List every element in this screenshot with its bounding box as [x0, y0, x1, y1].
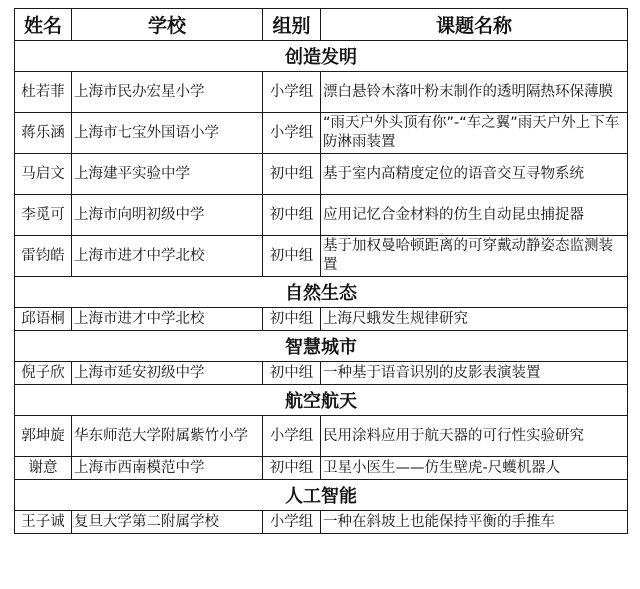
table-row	[15, 362, 628, 385]
group-name: 小学组	[263, 416, 321, 457]
header-row	[15, 9, 628, 41]
table-row	[15, 308, 628, 331]
section-row	[15, 480, 628, 511]
student-name: 倪子欣	[15, 362, 72, 385]
section-row	[15, 277, 628, 308]
section-row	[15, 41, 628, 72]
student-name: 邱语桐	[15, 308, 72, 331]
section-title: 创造发明	[15, 41, 628, 72]
table-row	[15, 416, 628, 457]
section-title: 自然生态	[15, 277, 628, 308]
school-name: 上海市西南模范中学	[72, 457, 263, 480]
table-row	[15, 236, 628, 277]
student-name: 马启文	[15, 154, 72, 195]
school-name: 上海市进才中学北校	[72, 236, 263, 277]
table-row	[15, 457, 628, 480]
section-title: 航空航天	[15, 385, 628, 416]
school-name: 上海市进才中学北校	[72, 308, 263, 331]
student-name: 郭坤旋	[15, 416, 72, 457]
header-name: 姓名	[15, 9, 72, 41]
school-name: 复旦大学第二附属学校	[72, 511, 263, 534]
group-name: 小学组	[263, 72, 321, 113]
header-group: 组别	[263, 9, 321, 41]
section-row	[15, 331, 628, 362]
student-name: 杜若菲	[15, 72, 72, 113]
project-title: 应用记忆合金材料的仿生自动昆虫捕捉器	[321, 195, 628, 236]
student-name: 雷钧皓	[15, 236, 72, 277]
school-name: 华东师范大学附属紫竹小学	[72, 416, 263, 457]
project-title: 一种在斜坡上也能保持平衡的手推车	[321, 511, 628, 534]
section-title: 智慧城市	[15, 331, 628, 362]
project-title: “雨天户外头顶有你”-“车之翼”雨天户外上下车防淋雨装置	[321, 113, 628, 154]
header-school: 学校	[72, 9, 263, 41]
project-title: 基于室内高精度定位的语音交互寻物系统	[321, 154, 628, 195]
group-name: 初中组	[263, 195, 321, 236]
student-name: 蒋乐涵	[15, 113, 72, 154]
project-title: 卫星小医生——仿生壁虎-尺蠖机器人	[321, 457, 628, 480]
student-name: 李觅可	[15, 195, 72, 236]
group-name: 小学组	[263, 113, 321, 154]
school-name: 上海建平实验中学	[72, 154, 263, 195]
award-table	[14, 8, 628, 534]
group-name: 小学组	[263, 511, 321, 534]
table-row	[15, 154, 628, 195]
project-title: 民用涂料应用于航天器的可行性实验研究	[321, 416, 628, 457]
group-name: 初中组	[263, 308, 321, 331]
group-name: 初中组	[263, 457, 321, 480]
student-name: 王子诚	[15, 511, 72, 534]
section-title: 人工智能	[15, 480, 628, 511]
school-name: 上海市七宝外国语小学	[72, 113, 263, 154]
group-name: 初中组	[263, 154, 321, 195]
project-title: 一种基于语音识别的皮影表演装置	[321, 362, 628, 385]
group-name: 初中组	[263, 362, 321, 385]
project-title: 上海尺蛾发生规律研究	[321, 308, 628, 331]
project-title: 基于加权曼哈顿距离的可穿戴动静姿态监测装置	[321, 236, 628, 277]
table-row	[15, 511, 628, 534]
school-name: 上海市民办宏星小学	[72, 72, 263, 113]
school-name: 上海市延安初级中学	[72, 362, 263, 385]
table-row	[15, 72, 628, 113]
school-name: 上海市向明初级中学	[72, 195, 263, 236]
section-row	[15, 385, 628, 416]
project-title: 漂白悬铃木落叶粉末制作的透明隔热环保薄膜	[321, 72, 628, 113]
table-row	[15, 113, 628, 154]
student-name: 谢意	[15, 457, 72, 480]
table-row	[15, 195, 628, 236]
header-title: 课题名称	[321, 9, 628, 41]
group-name: 初中组	[263, 236, 321, 277]
